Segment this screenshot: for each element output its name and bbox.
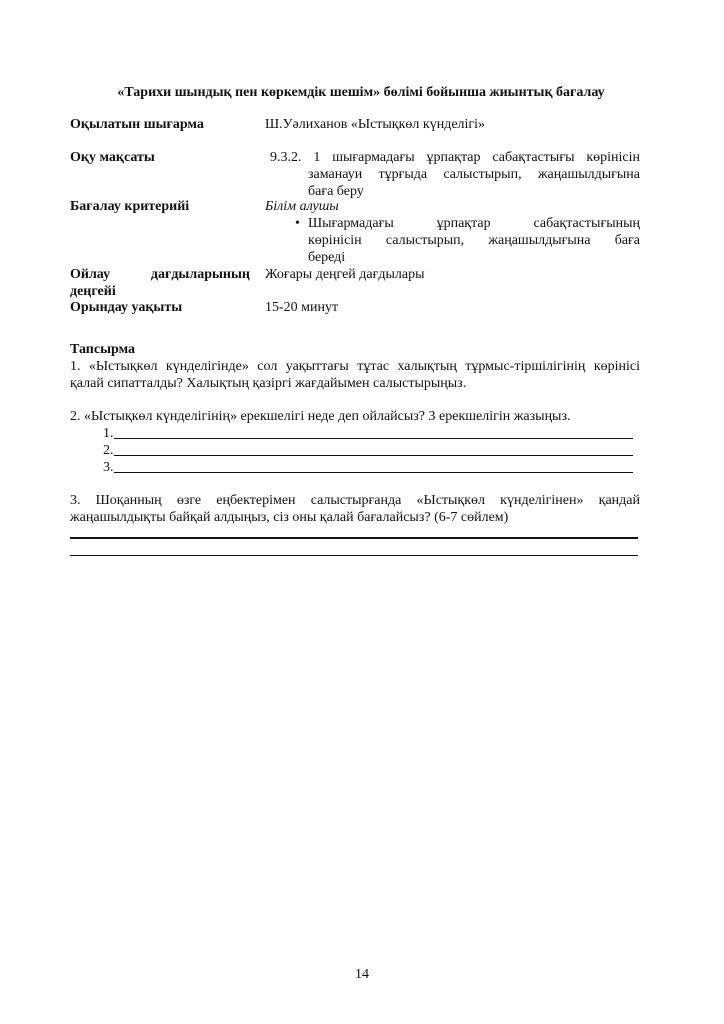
question-3-line-2: жаңашылдықты байқай алдыңыз, сіз оны қалай бағалайсыз? (6-7 сөйлем) [70,510,509,525]
answer-full-line-1[interactable] [70,537,638,539]
answer-number-2: 2. [103,443,114,458]
question-1-line-2: қалай сипатталды? Халықтың қазіргі жағдайымен салыстырыңыз. [70,376,467,391]
thinking-value: Жоғары деңгей дағдылары [265,267,425,282]
question-2: 2. «Ыстықкөл күнделігінің» ерекшелігі неде деп ойлайсыз? 3 ерекшелігін жазыңыз. [70,409,571,424]
criteria-bullet-line-2: көрінісін салыстырып, жаңашылдығына баға [308,233,640,248]
time-value: 15-20 минут [265,300,339,315]
answer-underline-1 [114,425,634,439]
question-3-line-1: 3. Шоқанның өзге еңбектерімен салыстырғанда «Ыстықкөл күнделігінен» қандай [70,493,640,508]
criteria-bullet [295,215,640,266]
work-label: Оқылатын шығарма [70,117,204,132]
thinking-label-line-1: Ойлау дағдыларының [70,267,250,282]
time-label: Орындау уақыты [70,300,183,315]
page-number: 14 [355,967,369,982]
question-1-line-1: 1. «Ыстықкөл күнделігінде» сол уақыттағы тұтас халықтың тұрмыс-тіршілігінің көрінісі [70,359,640,374]
goal-line-3: баға беру [308,184,364,199]
answer-line-2[interactable] [103,442,633,459]
goal-line-1: 9.3.2. 1 шығармадағы ұрпақтар сабақтастығы көрінісін [270,150,640,165]
answer-underline-3 [114,459,634,473]
criteria-bullet-line-3: береді [308,250,346,265]
answer-full-line-2[interactable] [70,555,638,556]
answer-number-1: 1. [103,426,114,441]
thinking-label-line-2: деңгейі [70,284,116,299]
answer-underline-2 [114,442,634,456]
criteria-intro: Білім алушы [265,199,339,214]
criteria-label: Бағалау критерийі [70,199,190,214]
answer-number-3: 3. [103,460,114,475]
criteria-bullet-line-1: Шығармадағы ұрпақтар сабақтастығының [308,216,640,231]
answer-line-1[interactable] [103,425,633,442]
goal-line-2: заманауи тұрғыда салыстырып, жаңашылдығына [308,167,640,182]
work-value: Ш.Уәлиханов «Ыстықкөл күнделігі» [265,117,486,132]
answer-line-3[interactable] [103,459,633,476]
goal-label: Оқу мақсаты [70,150,155,165]
document-title: «Тарихи шындық пен көркемдік шешім» бөлімі бойынша жиынтық бағалау [117,85,605,100]
bullet-icon: • [295,216,300,231]
task-heading: Тапсырма [70,342,136,357]
